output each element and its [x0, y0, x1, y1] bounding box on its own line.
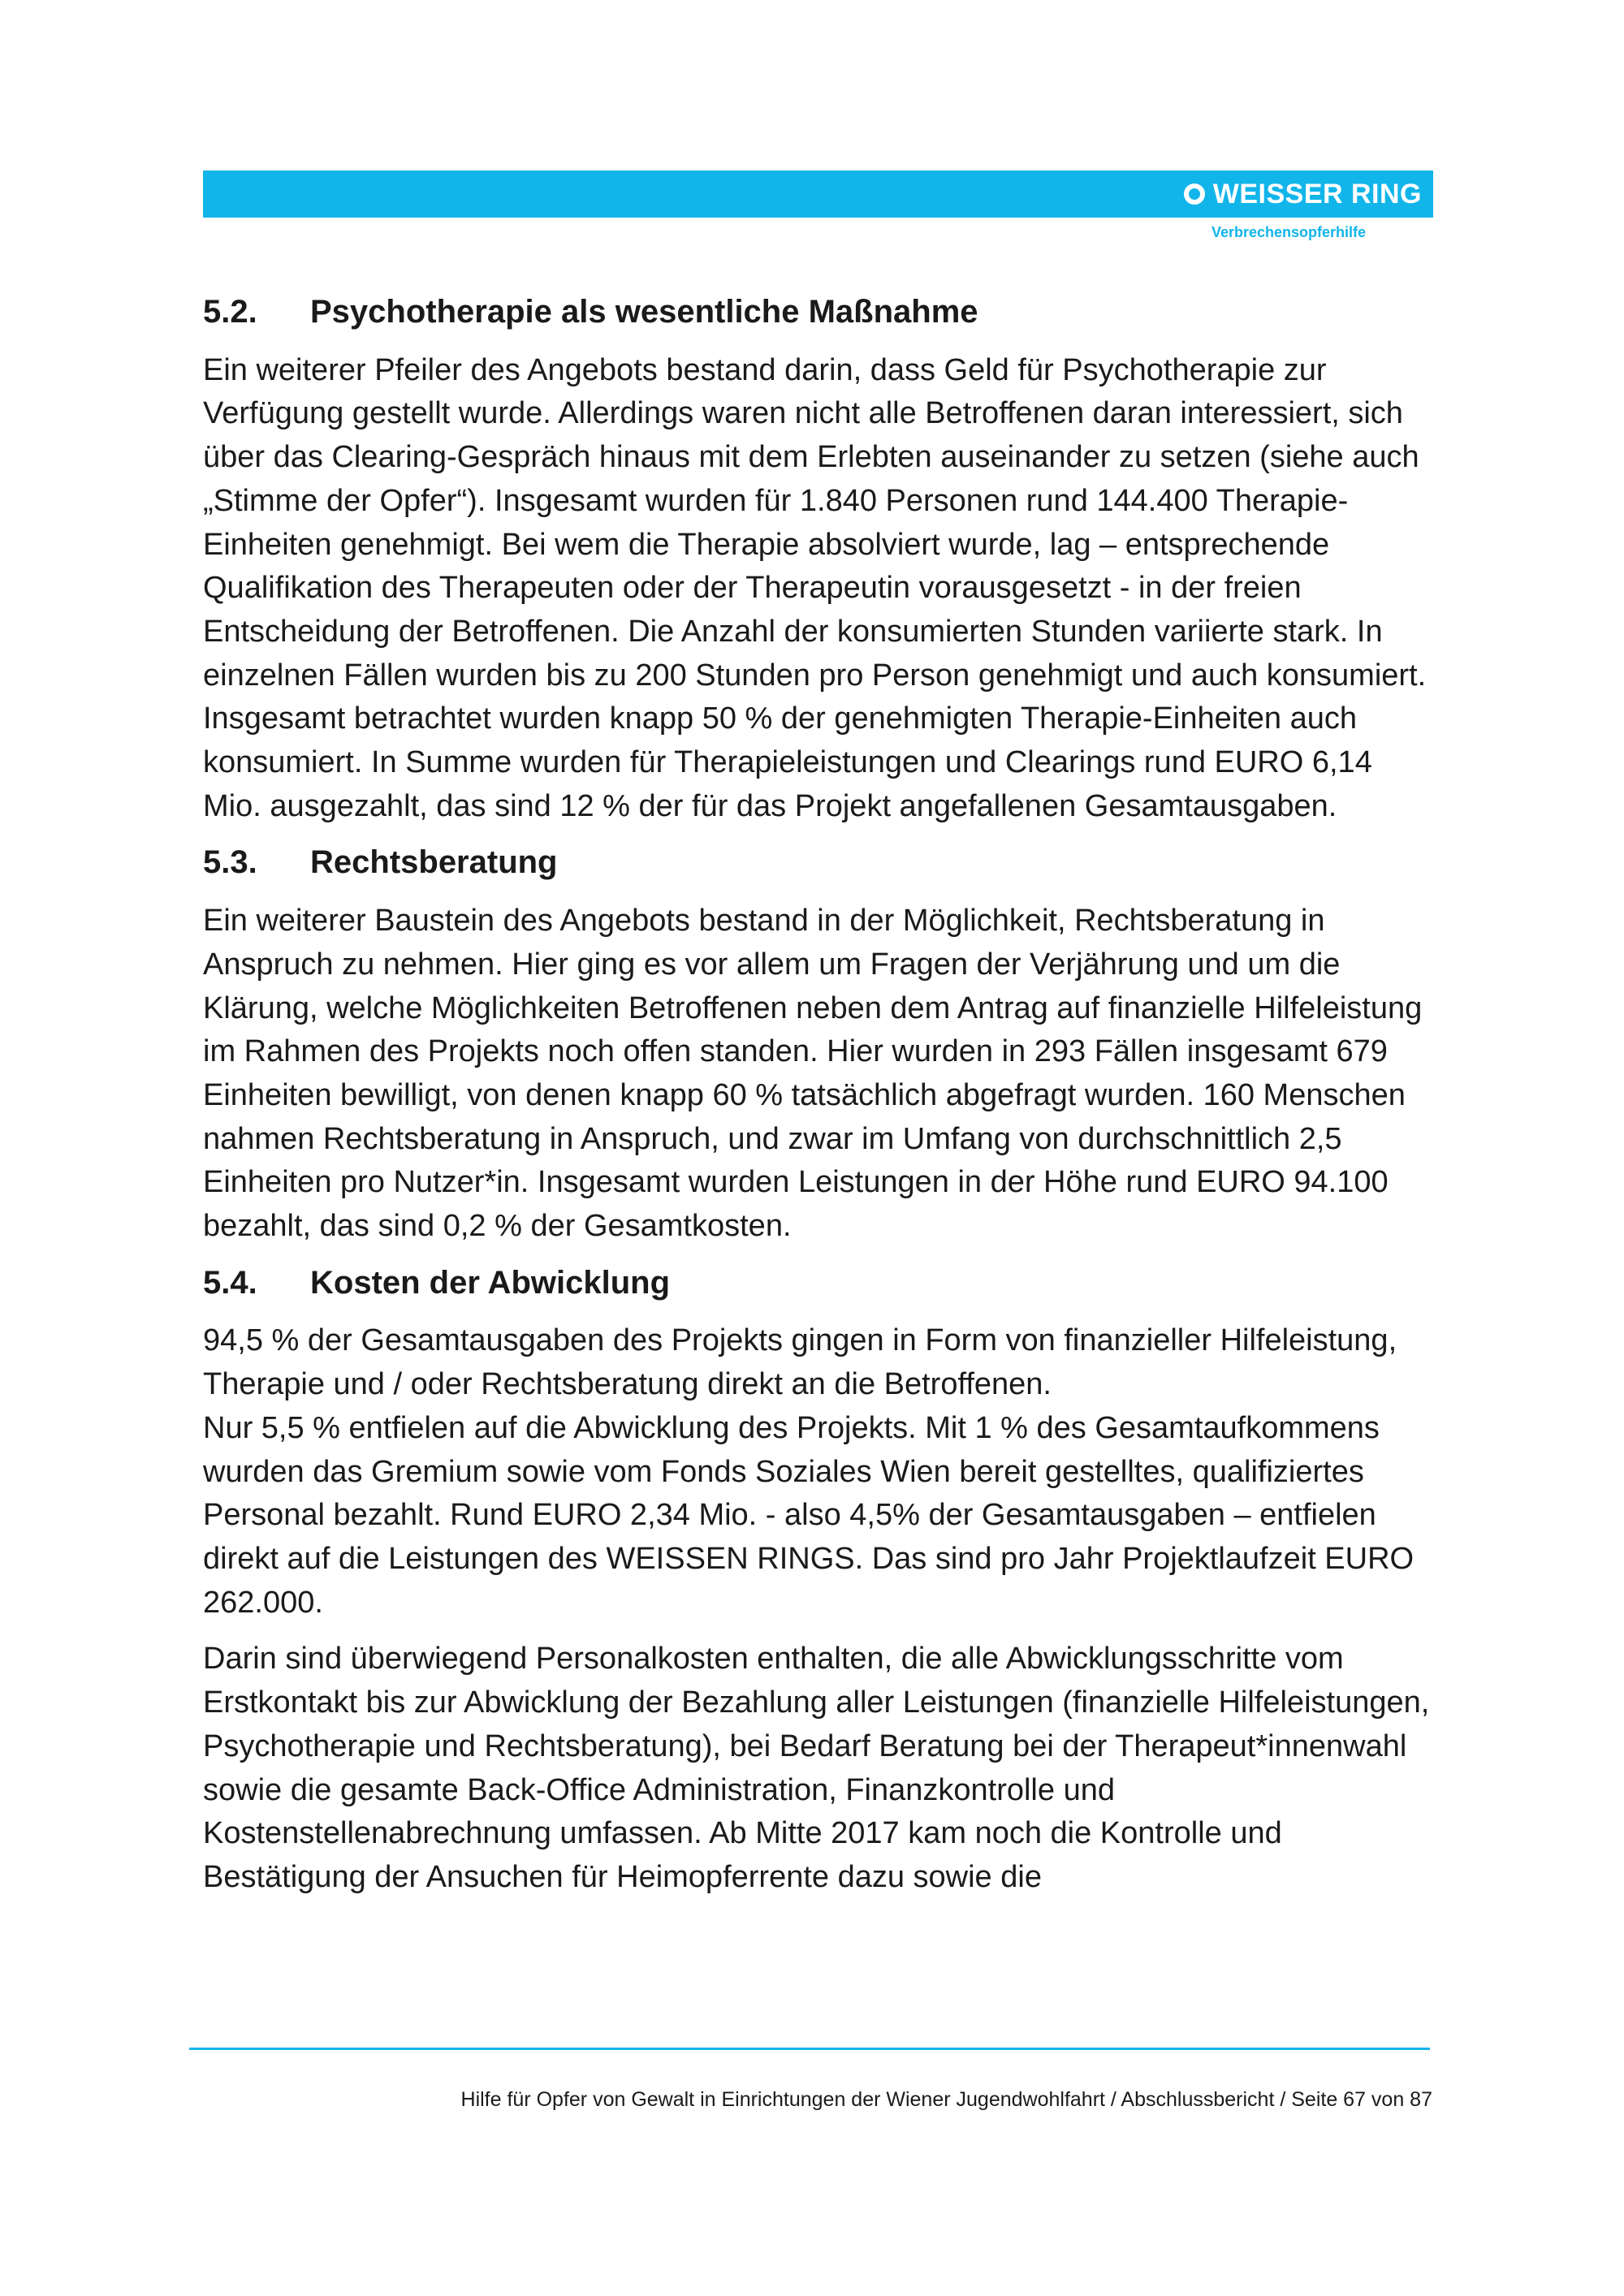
- section-title: Psychotherapie als wesentliche Maßnahme: [310, 294, 978, 330]
- paragraph: Nur 5,5 % entfielen auf die Abwicklung des Projekts. Mit 1 % des Gesamtaufkommens wurden das Gremium sowie vom Fonds Soziales Wien bereit gestelltes, qualifiziertes Personal bezahlt. Rund EURO 2,34 Mio. - also 4,5% der Gesamtausgaben – entfielen direkt auf die Leistungen des WEISSEN RINGS. Das sind pro Jahr Projektlaufzeit EURO 262.000.: [203, 1410, 1415, 1620]
- paragraph: Darin sind überwiegend Personalkosten enthalten, die alle Abwicklungsschritte vom Erstkontakt bis zur Abwicklung der Bezahlung aller Leistungen (finanzielle Hilfeleistungen, Psychotherapie und Rechtsberatung), bei Bedarf Beratung bei der Therapeut*innenwahl sowie die gesamte Back-Office Administration, Finanzkontrolle und Kostenstellenabrechnung umfassen. Ab Mitte 2017 kam noch die Kontrolle und Bestätigung der Ansuchen für Heimopferrente dazu sowie die: [203, 1642, 1430, 1894]
- paragraph: 94,5 % der Gesamtausgaben des Projekts gingen in Form von finanzieller Hilfeleistung, Therapie und / oder Rechtsberatung direkt an die Betroffenen.: [203, 1323, 1397, 1402]
- footer-text: Hilfe für Opfer von Gewalt in Einrichtungen der Wiener Jugendwohlfahrt / Abschlussbericht / Seite 67 von 87: [460, 2088, 1432, 2111]
- paragraph: Ein weiterer Pfeiler des Angebots bestand darin, dass Geld für Psychotherapie zur Verfügung gestellt wurde. Allerdings waren nicht alle Betroffenen daran interessiert, sich über das Clearing-Gespräch hinaus mit dem Erlebten auseinander zu setzen (siehe auch „Stimme der Opfer“). Insgesamt wurden für 1.840 Personen rund 144.400 Therapie-Einheiten genehmigt. Bei wem die Therapie absolviert wurde, lag – entsprechende Qualifikation des Therapeuten oder der Therapeutin vorausgesetzt - in der freien Entscheidung der Betroffenen. Die Anzahl der konsumierten Stunden variierte stark. In einzelnen Fällen wurden bis zu 200 Stunden pro Person genehmigt und auch konsumiert. Insgesamt betrachtet wurden knapp 50 % der genehmigten Therapie-Einheiten auch konsumiert. In Summe wurden für Therapieleistungen und Clearings rund EURO 6,14 Mio. ausgezahlt, das sind 12 % der für das Projekt angefallenen Gesamtausgaben.: [203, 352, 1427, 823]
- brand-tagline: Verbrechensopferhilfe: [1212, 224, 1367, 240]
- document-body: [203, 291, 1437, 1913]
- section-number: 5.2.: [203, 294, 257, 330]
- section-number: 5.3.: [203, 844, 257, 881]
- footer-divider: [189, 2048, 1430, 2050]
- header-bar: [203, 170, 1433, 218]
- ring-icon: [1184, 183, 1205, 205]
- section-heading: [203, 1262, 1437, 1306]
- section-title: Kosten der Abwicklung: [310, 1264, 671, 1301]
- logo: [1184, 177, 1422, 211]
- section-number: 5.4.: [203, 1264, 257, 1301]
- section-heading: [203, 291, 1437, 334]
- brand-name: WEISSER RING: [1212, 178, 1422, 209]
- section-heading: [203, 841, 1437, 885]
- section-title: Rechtsberatung: [310, 844, 558, 881]
- paragraph: Ein weiterer Baustein des Angebots bestand in der Möglichkeit, Rechtsberatung in Anspruch zu nehmen. Hier ging es vor allem um Fragen der Verjährung und um die Klärung, welche Möglichkeiten Betroffenen neben dem Antrag auf finanzielle Hilfeleistung im Rahmen des Projekts noch offen standen. Hier wurden in 293 Fällen insgesamt 679 Einheiten bewilligt, von denen knapp 60 % tatsächlich abgefragt wurden. 160 Menschen nahmen Rechtsberatung in Anspruch, und zwar im Umfang von durchschnittlich 2,5 Einheiten pro Nutzer*in. Insgesamt wurden Leistungen in der Höhe rund EURO 94.100 bezahlt, das sind 0,2 % der Gesamtkosten.: [203, 904, 1423, 1244]
